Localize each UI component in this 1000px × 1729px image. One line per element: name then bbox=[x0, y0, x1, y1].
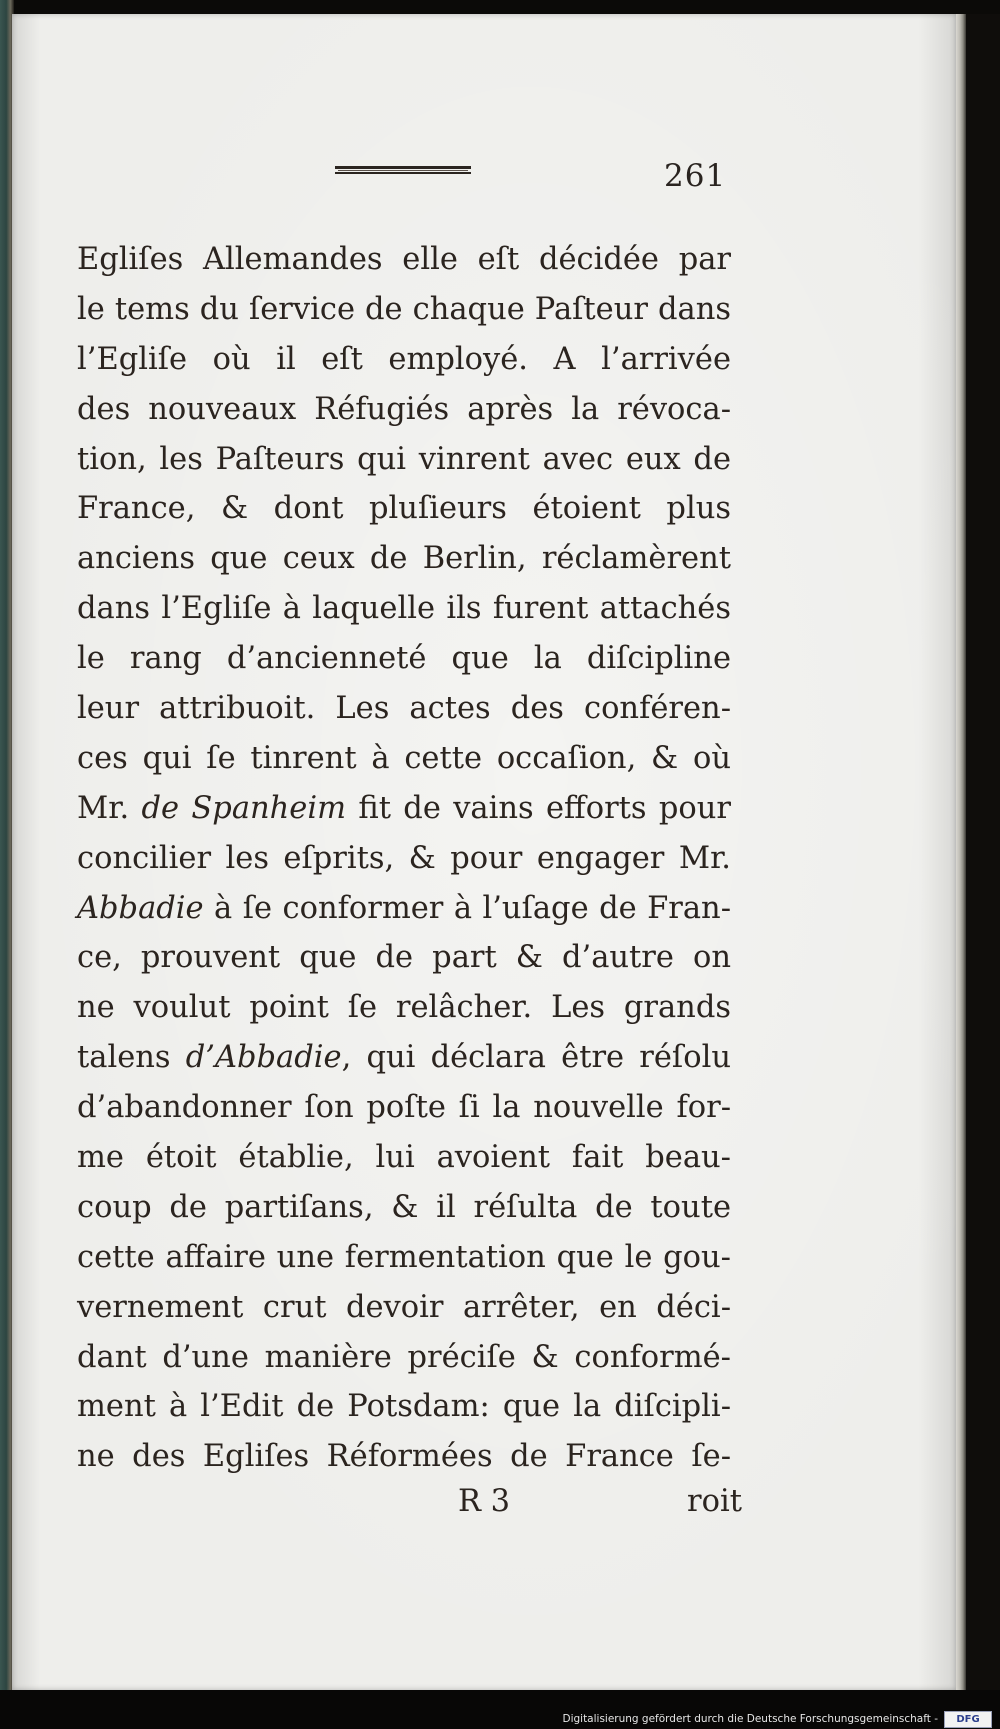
text-line bbox=[77, 784, 731, 834]
digitization-credit: Digitalisierung gefördert durch die Deutsche Forschungsgemeinschaft - bbox=[562, 1713, 938, 1725]
text-segment: l’Egliſe où il eſt employé. A l’arrivée bbox=[77, 341, 731, 377]
text-line bbox=[77, 385, 731, 435]
text-line bbox=[77, 1283, 731, 1333]
text-segment: d’abandonner ſon poſte ſi la nouvelle for- bbox=[77, 1090, 731, 1126]
text-segment: Mr. bbox=[77, 790, 142, 826]
text-segment: concilier les eſprits, & pour engager Mr. bbox=[77, 840, 731, 876]
text-line bbox=[77, 1233, 731, 1283]
text-line bbox=[77, 534, 731, 584]
text-line bbox=[77, 1083, 731, 1133]
text-segment: leur attribuoit. Les actes des conféren- bbox=[77, 691, 731, 727]
body-text bbox=[77, 235, 731, 1482]
text-line bbox=[77, 1432, 731, 1482]
italic-name: de Spanheim bbox=[141, 790, 347, 826]
text-line bbox=[77, 1382, 731, 1432]
text-line bbox=[77, 684, 731, 734]
top-band bbox=[0, 0, 1000, 14]
dfg-logo[interactable]: DFG bbox=[944, 1711, 992, 1728]
text-segment: , qui déclara être réſolu bbox=[341, 1040, 731, 1076]
text-line bbox=[77, 285, 731, 335]
text-segment: des nouveaux Réfugiés après la révoca- bbox=[77, 391, 731, 427]
text-segment: Egliſes Allemandes elle eſt décidée par bbox=[77, 242, 731, 277]
text-line bbox=[77, 335, 731, 385]
text-line bbox=[77, 484, 731, 534]
italic-name: d’Abbadie bbox=[185, 1040, 342, 1076]
text-line bbox=[77, 235, 731, 285]
text-line bbox=[77, 1133, 731, 1183]
text-segment: me étoit établie, lui avoient fait beau- bbox=[77, 1140, 731, 1176]
text-segment: le tems du ſervice de chaque Paſteur dans bbox=[77, 291, 731, 327]
text-segment: le rang d’ancienneté que la diſcipline bbox=[77, 641, 731, 677]
text-segment: ces qui ſe tinrent à cette occaſion, & où bbox=[77, 740, 731, 776]
text-segment: dans l’Egliſe à laquelle ils furent attachés bbox=[77, 591, 731, 627]
text-line bbox=[77, 584, 731, 634]
text-line bbox=[77, 1183, 731, 1233]
text-segment: cette affaire une fermentation que le gou- bbox=[77, 1239, 731, 1275]
text-line bbox=[77, 884, 731, 934]
page-block-edge bbox=[956, 14, 966, 1690]
text-line bbox=[77, 1033, 731, 1083]
text-segment: ce, prouvent que de part & d’autre on bbox=[77, 940, 731, 976]
text-segment: coup de partiſans, & il réſulta de toute bbox=[77, 1189, 731, 1225]
text-line bbox=[77, 634, 731, 684]
text-line bbox=[77, 983, 731, 1033]
text-segment: France, & dont pluſieurs étoient plus bbox=[77, 491, 731, 527]
text-line bbox=[77, 834, 731, 884]
text-segment: tion, les Paſteurs qui vinrent avec eux de bbox=[77, 441, 731, 477]
header-ornament-rule bbox=[335, 166, 471, 174]
text-segment: anciens que ceux de Berlin, réclamèrent bbox=[77, 541, 731, 577]
text-segment: dant d’une manière préciſe & conformé- bbox=[77, 1339, 731, 1375]
text-segment: ne voulut point ſe relâcher. Les grands bbox=[77, 990, 731, 1026]
text-segment: vernement crut devoir arrêter, en déci- bbox=[77, 1289, 731, 1325]
text-segment: fit de vains efforts pour bbox=[346, 790, 732, 826]
catchword: roit bbox=[687, 1484, 742, 1519]
text-segment: ne des Egliſes Réformées de France ſe- bbox=[77, 1439, 731, 1475]
italic-name: Abbadie bbox=[77, 890, 204, 926]
signature-mark: R 3 bbox=[458, 1484, 511, 1519]
text-segment: à ſe conformer à l’uſage de Fran- bbox=[203, 890, 731, 926]
text-segment: ment à l’Edit de Potsdam: que la diſcipli- bbox=[77, 1389, 731, 1425]
text-line bbox=[77, 435, 731, 485]
text-line bbox=[77, 933, 731, 983]
text-line bbox=[77, 734, 731, 784]
text-segment: talens bbox=[77, 1040, 186, 1076]
page-number: 261 bbox=[664, 158, 727, 194]
text-line bbox=[77, 1333, 731, 1383]
